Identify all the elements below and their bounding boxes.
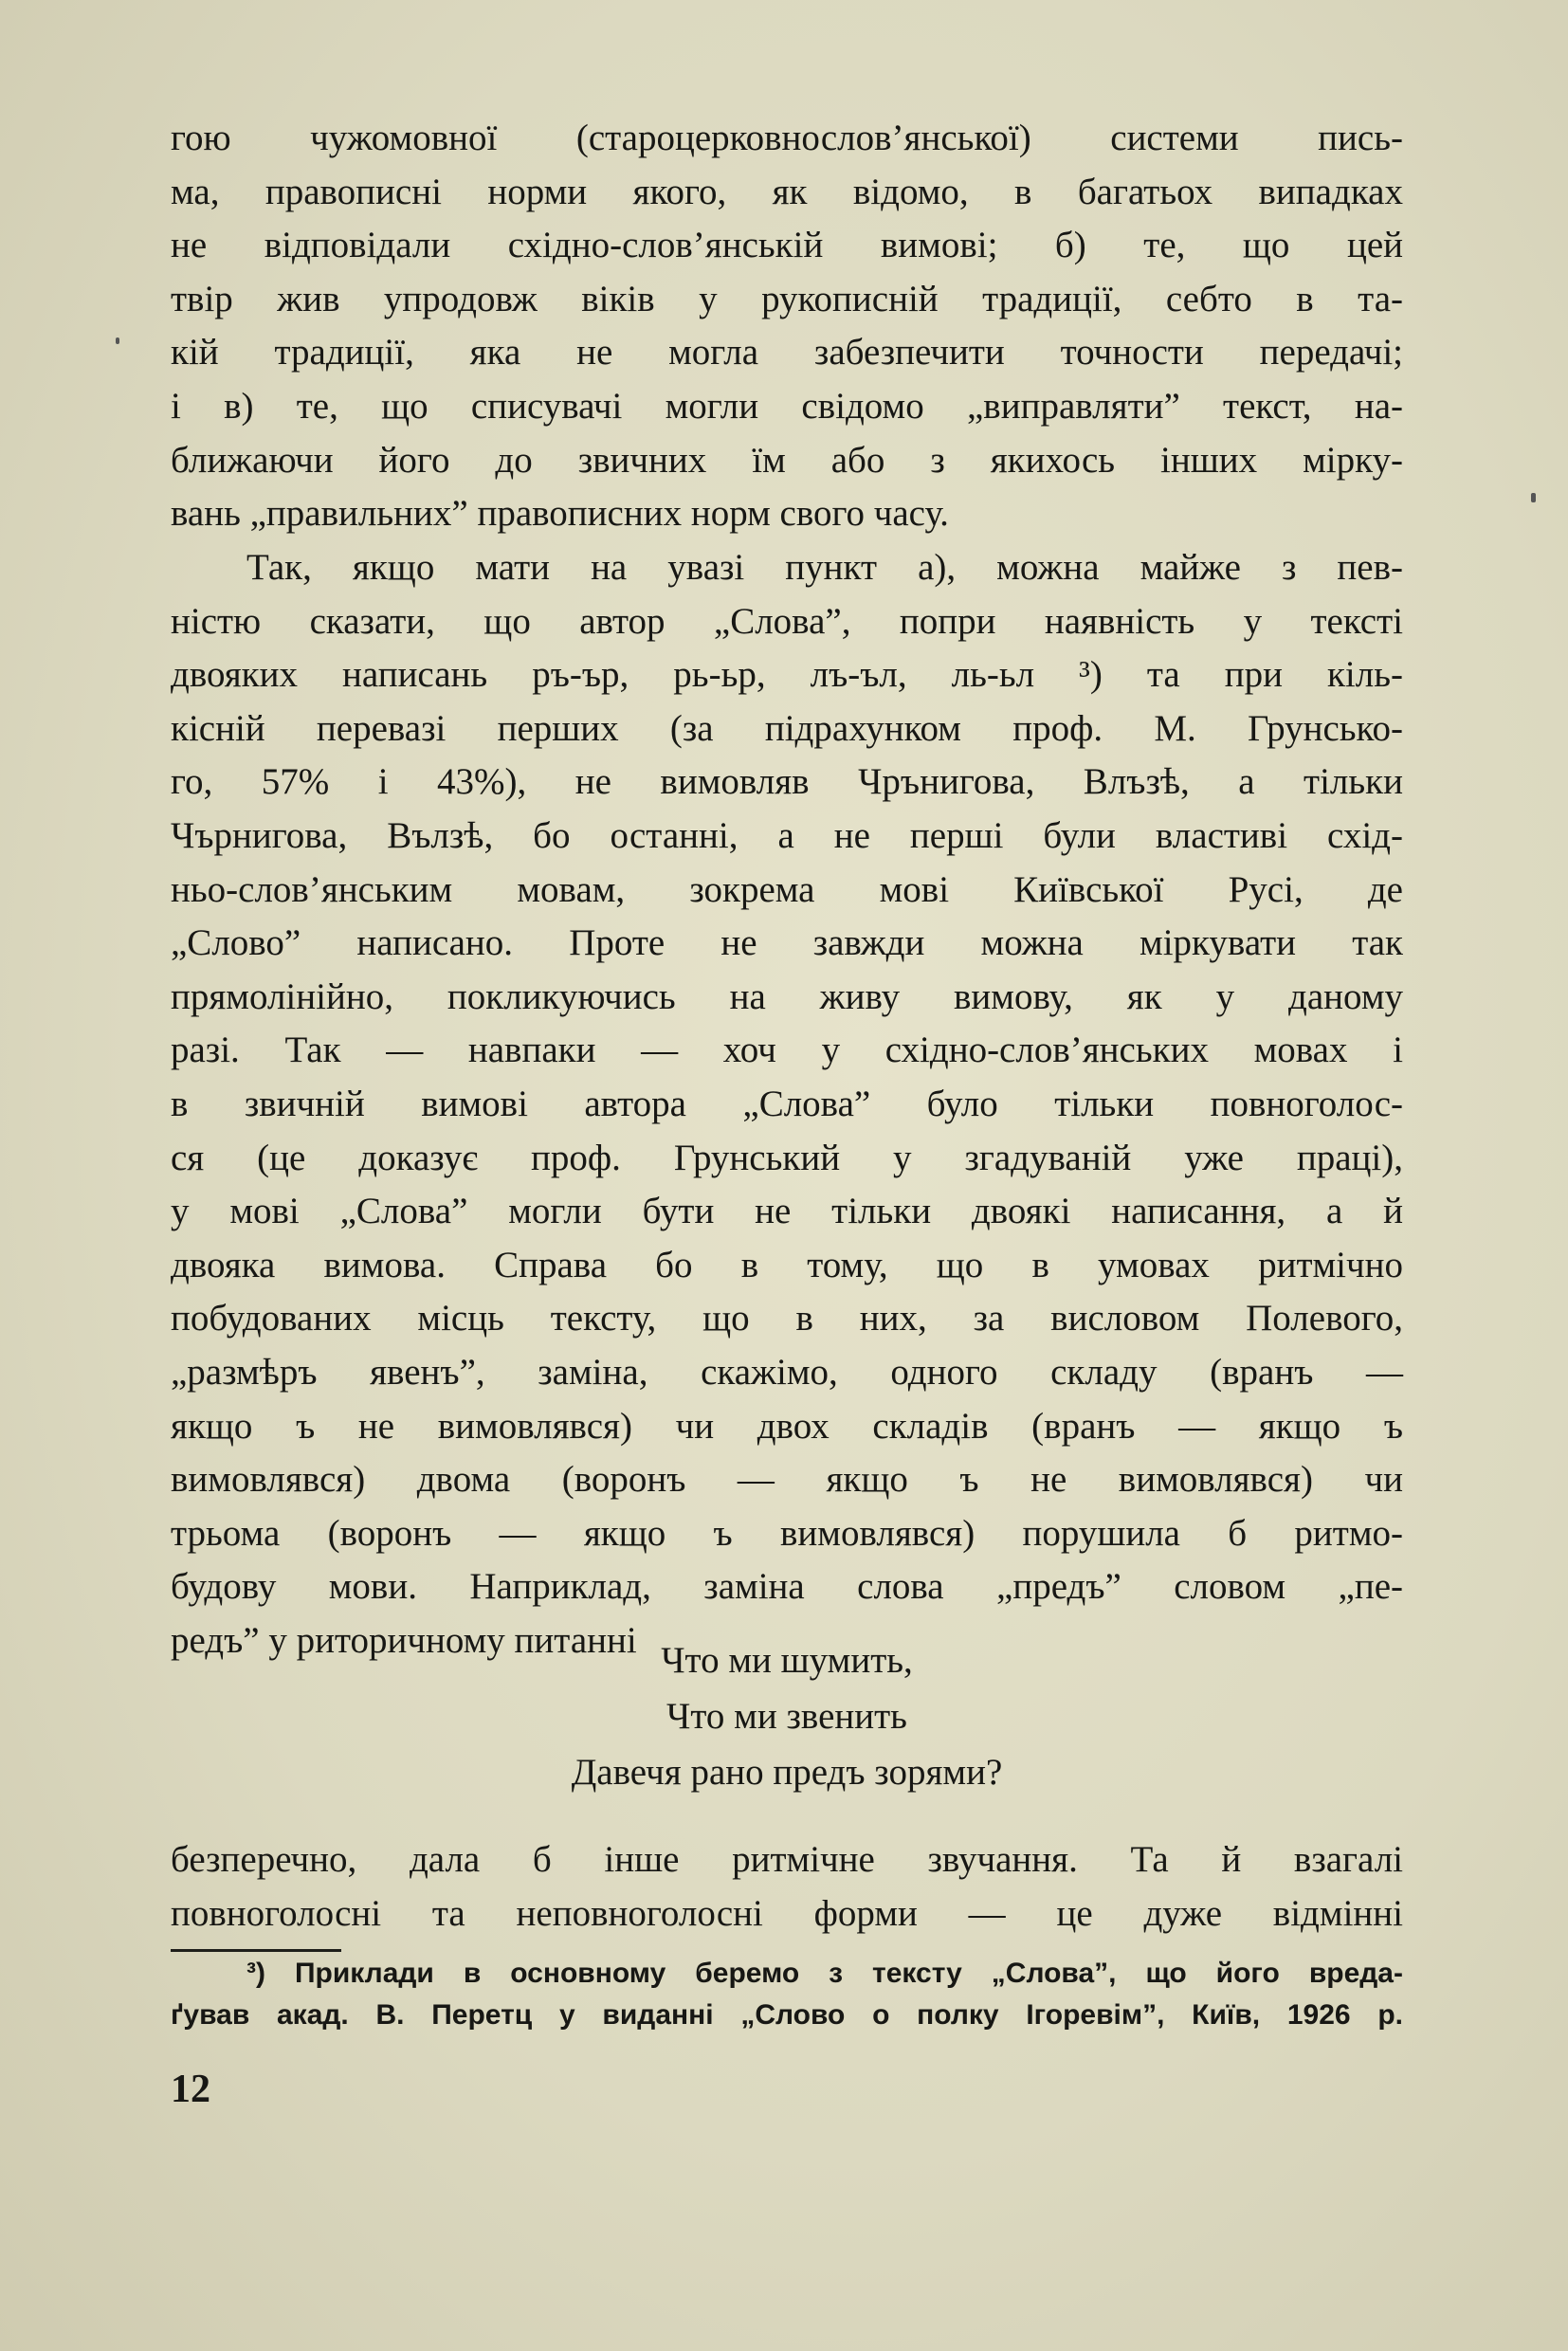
scan-speck <box>116 337 119 344</box>
poem-line: Давечя рано предъ зорями? <box>571 1752 1003 1793</box>
text-line: не відповідали східно-слов’янській вимові; б) те, що цей <box>171 225 1403 266</box>
text-line: редъ” у риторичному питанні <box>171 1619 637 1661</box>
text-line: „размѣръ явенъ”, заміна, скажімо, одного складу (вранъ — <box>171 1351 1403 1393</box>
text-line: го, 57% і 43%), не вимовляв Чрънигова, Влъзѣ, а тільки <box>171 761 1403 803</box>
text-line: якщо ъ не вимовлявся) чи двох складів (вранъ — якщо ъ <box>171 1405 1403 1447</box>
text-line: разі. Так — навпаки — хоч у східно-слов’янських мовах і <box>171 1030 1403 1071</box>
text-line: вань „правильних” правописних норм свого часу. <box>171 493 949 535</box>
text-line: двояка вимова. Справа бо в тому, що в умовах ритмічно <box>171 1244 1403 1285</box>
text-line: ма, правописні норми якого, як відомо, в багатьох випадках <box>171 171 1403 212</box>
footnote-line: ³) Приклади в основному беремо з тексту „Слова”, що його вреда- <box>246 1958 1403 1989</box>
text-line: будову мови. Наприклад, заміна слова „предъ” словом „пе- <box>171 1566 1403 1608</box>
text-line: ся (це доказує проф. Грунський у згадуваній уже праці), <box>171 1137 1403 1178</box>
text-line: твір жив упродовж віків у рукописній традиції, себто в та- <box>171 278 1403 319</box>
text-line: двояких написань ръ-ър, рь-ьр, лъ-ъл, ль-ьл ³) та при кіль- <box>171 654 1403 696</box>
text-line: прямолінійно, покликуючись на живу вимову, як у даному <box>171 975 1403 1017</box>
paragraph-after-poem <box>171 1833 1403 1941</box>
text-line: вимовлявся) двома (воронъ — якщо ъ не вимовлявся) чи <box>171 1459 1403 1501</box>
text-line: гою чужомовної (староцерковнослов’янської) системи пись- <box>171 118 1403 158</box>
text-line: кій традиції, яка не могла забезпечити точности передачі; <box>171 332 1403 374</box>
page-number: 12 <box>171 2068 210 2111</box>
text-line: „Слово” написано. Проте не завжди можна міркувати так <box>171 922 1403 964</box>
text-line: кісній перевазі перших (за підрахунком проф. М. Грунсько- <box>171 707 1403 749</box>
paragraph-3 <box>171 1833 1403 1941</box>
text-line: безперечно, дала б інше ритмічне звучання. Та й взагалі <box>171 1839 1403 1880</box>
text-line: Чърнигова, Вълзѣ, бо останні, а не перші були властиві схід- <box>171 814 1403 856</box>
text-line: ністю сказати, що автор „Слова”, попри наявність у тексті <box>171 600 1403 642</box>
text-line: ближаючи його до звичних їм або з якихось інших мірку- <box>171 439 1403 481</box>
paragraph-1 <box>171 112 1403 541</box>
poem-line: Что ми шумить, <box>661 1640 913 1681</box>
footnote-line: ґував акад. В. Перетц у виданні „Слово о полку Ігоревім”, Київ, 1926 р. <box>171 1999 1403 2031</box>
text-line: трьома (воронъ — якщо ъ вимовлявся) порушила б ритмо- <box>171 1512 1403 1554</box>
text-line: повноголосні та неповноголосні форми — це дуже відмінні <box>171 1892 1403 1934</box>
text-line: ньо-слов’янським мовам, зокрема мові Київської Русі, де <box>171 868 1403 910</box>
paragraph-2 <box>171 541 1403 1668</box>
scan-speck <box>1531 493 1536 502</box>
paragraph-main <box>171 541 1403 1668</box>
text-line: побудованих місць тексту, що в них, за висловом Полевого, <box>171 1298 1403 1340</box>
paragraph-continuation <box>171 112 1403 541</box>
text-line: і в) те, що списувачі могли свідомо „виправляти” текст, на- <box>171 385 1403 427</box>
text-line: Так, якщо мати на увазі пункт а), можна майже з пев- <box>246 547 1403 588</box>
poem-quote <box>171 1632 1403 1800</box>
text-line: у мові „Слова” могли бути не тільки двоякі написання, а й <box>171 1191 1403 1232</box>
poem-line: Что ми звенить <box>666 1696 907 1737</box>
text-line: в звичній вимові автора „Слова” було тільки повноголос- <box>171 1083 1403 1124</box>
footnote <box>171 1953 1403 2036</box>
footnote-separator <box>171 1949 341 1952</box>
